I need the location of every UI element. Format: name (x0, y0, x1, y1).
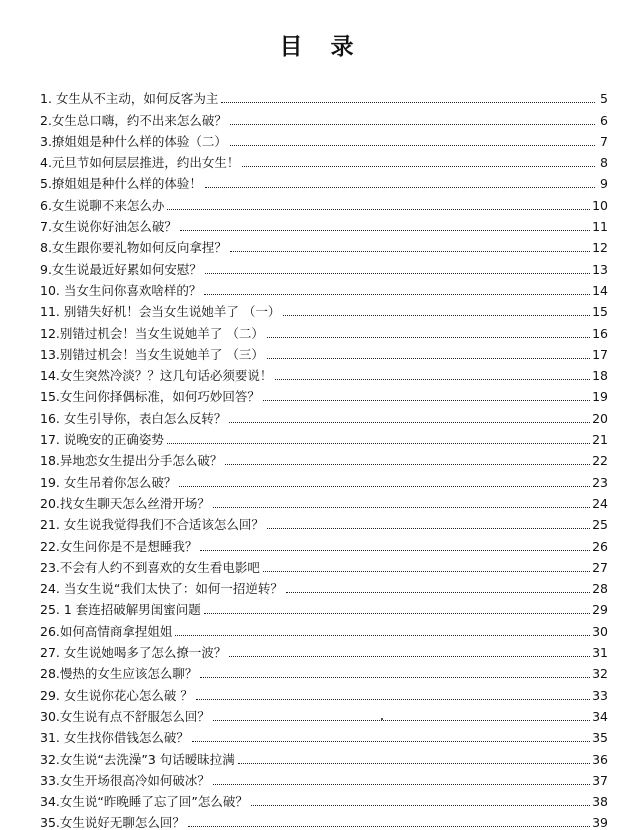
toc-entry-page-number: 30 (592, 623, 608, 639)
toc-entry-page-number: 36 (592, 751, 608, 767)
toc-entry-title: 20.找女生聊天怎么丝滑开场？ (40, 495, 210, 511)
dot-leader (213, 507, 590, 508)
toc-entry[interactable] (40, 128, 608, 149)
toc-entry-title: 13.别错过机会！当女生说她羊了 （三） (40, 346, 264, 362)
toc-entry-page-number: 26 (592, 538, 608, 554)
toc-entry-page-number: 14 (592, 282, 608, 298)
toc-entry[interactable] (40, 788, 608, 809)
toc-entry-page-number: 37 (592, 772, 608, 788)
toc-entry[interactable] (40, 745, 608, 766)
dot-leader (213, 784, 590, 785)
dot-leader (267, 528, 590, 529)
dot-leader (229, 656, 590, 657)
toc-entry[interactable] (40, 85, 608, 106)
toc-entry-title: 31. 女生找你借钱怎么破？ (40, 730, 189, 746)
toc-entry-page-number: 34 (592, 708, 608, 724)
toc-entry-title: 3.撩姐姐是种什么样的体验（二） (40, 133, 227, 149)
toc-entry-page-number: 7 (600, 133, 608, 149)
toc-entry-page-number: 33 (592, 687, 608, 703)
toc-entry-page-number: 8 (600, 155, 608, 171)
dot-leader (213, 720, 590, 721)
toc-entry-page-number: 32 (592, 666, 608, 682)
dot-leader (204, 613, 590, 614)
toc-entry-page-number: 21 (592, 432, 608, 448)
toc-entry-title: 5.撩姐姐是种什么样的体验！ (40, 176, 202, 192)
toc-entry[interactable] (40, 639, 608, 660)
dot-leader (283, 315, 590, 316)
toc-entry-title: 10. 当女生问你喜欢啥样的？ (40, 282, 202, 298)
toc-entry-title: 2.女生总口嗨，约不出来怎么破？ (40, 112, 227, 128)
dot-leader (263, 571, 590, 572)
toc-entry[interactable] (40, 149, 608, 170)
toc-entry-page-number: 13 (592, 261, 608, 277)
toc-entry-title: 24. 当女生说“我们太快了：如何一招逆转？ (40, 581, 283, 597)
toc-entry-title: 7.女生说你好油怎么破？ (40, 219, 177, 235)
toc-entry-title: 27. 女生说她喝多了怎么撩一波？ (40, 645, 227, 661)
toc-entry-page-number: 12 (592, 240, 608, 256)
toc-entry-title: 23.不会有人约不到喜欢的女生看电影吧 (40, 559, 260, 575)
dot-leader (230, 124, 595, 125)
toc-entry-title: 4.元旦节如何层层推进，约出女生！ (40, 155, 240, 171)
toc-entry-title: 15.女生问你择偶标准，如何巧妙回答？ (40, 389, 260, 405)
toc-entry-title: 1. 女生从不主动，如何反客为主 (40, 91, 219, 107)
dot-leader (230, 251, 590, 252)
dot-leader (200, 677, 590, 678)
dot-leader (204, 294, 590, 295)
toc-entry-page-number: 16 (592, 325, 608, 341)
dot-leader (286, 592, 590, 593)
toc-entry[interactable] (40, 234, 608, 255)
toc-entry-page-number: 17 (592, 346, 608, 362)
toc-entry-title: 29. 女生说你花心怎么破 ？ (40, 687, 193, 703)
dot-leader (238, 763, 590, 764)
toc-entry-page-number: 22 (592, 453, 608, 469)
toc-entry[interactable] (40, 554, 608, 575)
toc-entry-title: 11. 别错失好机！会当女生说她羊了 （一） (40, 304, 281, 320)
toc-entry-page-number: 10 (592, 197, 608, 213)
page-title: 目 录 (279, 34, 364, 60)
dot-leader (205, 273, 590, 274)
toc-entry[interactable] (40, 724, 608, 745)
toc-entry-title: 19. 女生吊着你怎么破？ (40, 474, 177, 490)
toc-entry[interactable] (40, 362, 608, 383)
dot-leader (242, 166, 595, 167)
toc-entry-title: 35.女生说好无聊怎么回？ (40, 815, 185, 830)
toc-entry-page-number: 5 (600, 91, 608, 107)
toc-entry[interactable] (40, 617, 608, 638)
toc-entry[interactable] (40, 255, 608, 276)
toc-entry[interactable] (40, 404, 608, 425)
toc-entry[interactable] (40, 511, 608, 532)
dot-leader (180, 230, 590, 231)
toc-entry-title: 12.别错过机会！当女生说她羊了 （二） (40, 325, 264, 341)
dot-leader (225, 464, 590, 465)
toc-entry-page-number: 31 (592, 645, 608, 661)
toc-entry-title: 18.异地恋女生提出分手怎么破？ (40, 453, 223, 469)
toc-entry-title: 30.女生说有点不舒服怎么回？ (40, 708, 210, 724)
toc-entry[interactable] (40, 170, 608, 191)
toc-entry-page-number: 11 (592, 219, 608, 235)
toc-entry[interactable] (40, 191, 608, 212)
toc-entry-title: 8.女生跟你要礼物如何反向拿捏？ (40, 240, 227, 256)
dot-leader (267, 337, 590, 338)
toc-entry-page-number: 18 (592, 368, 608, 384)
toc-entry-title: 14.女生突然冷淡？？这几句话必须要说！ (40, 368, 273, 384)
table-of-contents (40, 85, 608, 830)
toc-entry-page-number: 28 (592, 581, 608, 597)
dot-leader (175, 635, 590, 636)
toc-entry-page-number: 24 (592, 495, 608, 511)
dot-leader (192, 741, 590, 742)
toc-entry-title: 22.女生问你是不是想睡我？ (40, 538, 198, 554)
toc-entry-title: 33.女生开场很高冷如何破冰？ (40, 772, 210, 788)
stray-dot (381, 718, 383, 720)
toc-entry-page-number: 39 (592, 815, 608, 830)
toc-entry[interactable] (40, 106, 608, 127)
toc-entry-title: 34.女生说“昨晚睡了忘了回”怎么破？ (40, 794, 248, 810)
dot-leader (267, 358, 590, 359)
dot-leader (263, 400, 590, 401)
toc-entry-page-number: 27 (592, 559, 608, 575)
toc-entry-title: 32.女生说“去洗澡”3 句话暧昧拉满 (40, 751, 235, 767)
toc-entry-title: 26.如何高情商拿捏姐姐 (40, 623, 173, 639)
toc-entry-title: 6.女生说聊不来怎么办 (40, 197, 165, 213)
toc-entry[interactable] (40, 468, 608, 489)
toc-entry-page-number: 25 (592, 517, 608, 533)
toc-entry[interactable] (40, 490, 608, 511)
toc-entry-page-number: 6 (600, 112, 608, 128)
toc-entry[interactable] (40, 447, 608, 468)
toc-entry[interactable] (40, 681, 608, 702)
toc-entry[interactable] (40, 426, 608, 447)
dot-leader (167, 209, 590, 210)
toc-entry-title: 21. 女生说我觉得我们不合适该怎么回？ (40, 517, 264, 533)
toc-entry-title: 25. 1 套连招破解男闺蜜问题 (40, 602, 201, 618)
toc-entry-title: 28.慢热的女生应该怎么聊？ (40, 666, 198, 682)
dot-leader (196, 699, 590, 700)
dot-leader (167, 443, 590, 444)
toc-entry-page-number: 15 (592, 304, 608, 320)
toc-entry-page-number: 23 (592, 474, 608, 490)
toc-entry[interactable] (40, 383, 608, 404)
dot-leader (229, 422, 590, 423)
dot-leader (200, 550, 590, 551)
toc-entry[interactable] (40, 532, 608, 553)
toc-entry[interactable] (40, 767, 608, 788)
toc-entry-title: 17. 说晚安的正确姿势 (40, 432, 164, 448)
toc-entry[interactable] (40, 703, 608, 724)
toc-entry[interactable] (40, 319, 608, 340)
toc-entry-page-number: 35 (592, 730, 608, 746)
dot-leader (221, 102, 595, 103)
toc-entry[interactable] (40, 213, 608, 234)
dot-leader (275, 379, 590, 380)
toc-entry-page-number: 9 (600, 176, 608, 192)
toc-entry-page-number: 38 (592, 794, 608, 810)
toc-entry[interactable] (40, 596, 608, 617)
toc-entry-page-number: 19 (592, 389, 608, 405)
toc-entry[interactable] (40, 298, 608, 319)
toc-entry[interactable] (40, 277, 608, 298)
dot-leader (205, 187, 595, 188)
dot-leader (179, 486, 590, 487)
toc-entry[interactable] (40, 341, 608, 362)
toc-entry-page-number: 20 (592, 410, 608, 426)
toc-entry[interactable] (40, 660, 608, 681)
dot-leader (251, 805, 590, 806)
toc-entry-title: 16. 女生引导你，表白怎么反转？ (40, 410, 227, 426)
toc-entry-title: 9.女生说最近好累如何安慰？ (40, 261, 202, 277)
toc-entry[interactable] (40, 575, 608, 596)
dot-leader (230, 145, 595, 146)
toc-entry-page-number: 29 (592, 602, 608, 618)
